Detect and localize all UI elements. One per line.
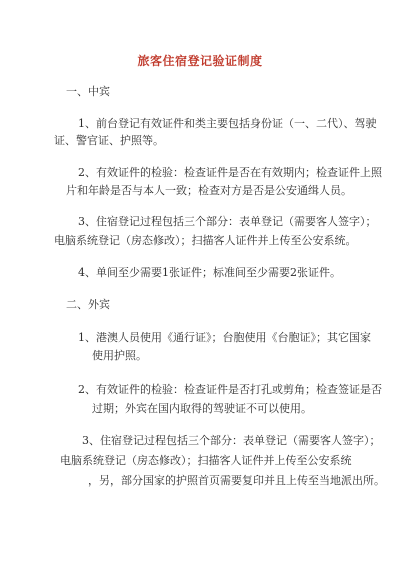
- paragraph-line: 2、有效证件的检验：检查证件是否在有效期内；检查证件上照: [78, 166, 382, 179]
- paragraph-line: 2、有效证件的检验：检查证件是否打孔或剪角；检查签证是否: [78, 383, 382, 396]
- paragraph-line: 片和年龄是否与本人一致；检查对方是否是公安通缉人员。: [66, 184, 352, 197]
- paragraph-line: 1、前台登记有效证件和类主要包括身份证（一、二代）、驾驶: [78, 117, 377, 130]
- section-heading-foreign: 二、外宾: [66, 298, 110, 311]
- paragraph-line: 4、单间至少需要1张证件；标准间至少需要2张证件。: [78, 266, 341, 279]
- paragraph-line: ，另，部分国家的护照首页需要复印并且上传至当地派出所。: [88, 474, 385, 487]
- document-title: 旅客住宿登记验证制度: [137, 54, 263, 68]
- paragraph-line: 证、警官证、护照等。: [54, 134, 164, 147]
- section-heading-domestic: 一、中宾: [66, 85, 110, 98]
- paragraph-line: 3、住宿登记过程包括三个部分：表单登记（需要客人签字）；: [82, 434, 381, 447]
- paragraph-line: 1、港澳人员使用《通行证》；台胞使用《台胞证》；其它国家: [78, 331, 371, 344]
- paragraph-line: 3、住宿登记过程包括三个部分：表单登记（需要客人签字）；: [78, 215, 377, 228]
- paragraph-line: 过期；外宾在国内取得的驾驶证不可以使用。: [92, 402, 312, 415]
- paragraph-line: 电脑系统登记（房态修改）；扫描客人证件并上传至公安系统。: [54, 234, 357, 247]
- paragraph-line: 电脑系统登记（房态修改）；扫描客人证件并上传至公安系统: [60, 454, 352, 467]
- paragraph-line: 使用护照。: [92, 349, 147, 362]
